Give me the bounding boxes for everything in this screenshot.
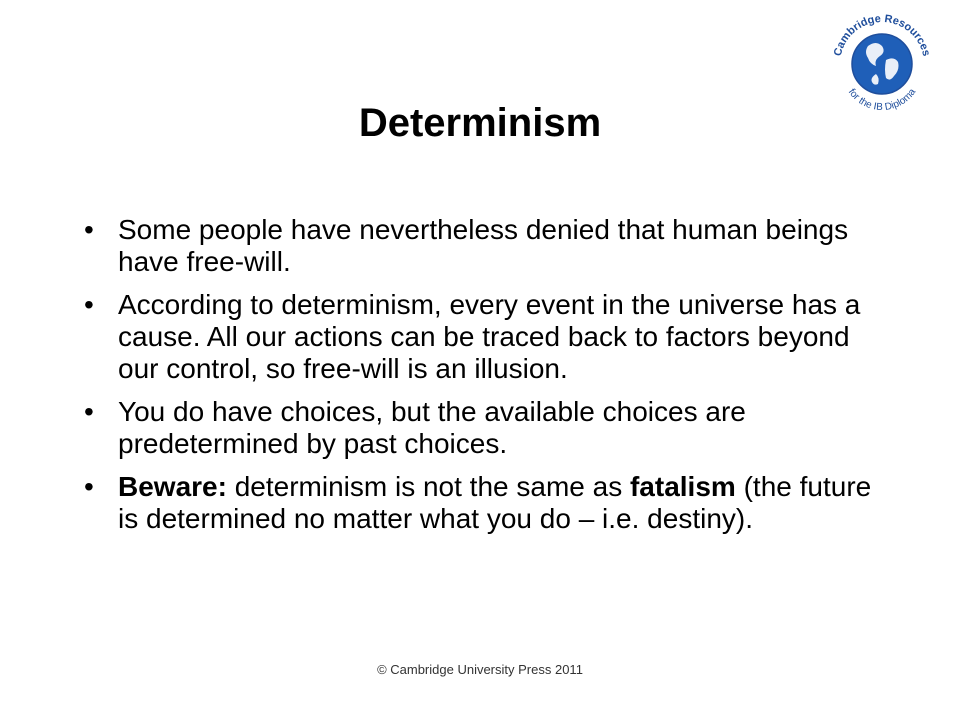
bullet-text: [118, 396, 746, 459]
logo-text-top: Cambridge Resources: [831, 12, 933, 58]
bullet-text-part: According to determinism, every event in the universe has a cause. All our actions can be traced back to factors beyond our control, so free-will is an illusion.: [118, 289, 861, 384]
bullet-item: [78, 214, 878, 278]
bullet-list: [78, 214, 878, 546]
bullet-marker: •: [84, 214, 94, 245]
bullet-marker: •: [84, 396, 94, 427]
bullet-text-part: You do have choices, but the available choices are predetermined by past choices.: [118, 396, 746, 459]
bullet-item: [78, 396, 878, 460]
bullet-marker: •: [84, 289, 94, 320]
bullet-marker: •: [84, 471, 94, 502]
slide-title: Determinism: [358, 101, 602, 145]
logo-text-bottom: for the IB Diploma: [845, 86, 919, 114]
bullet-item: [78, 289, 878, 385]
bullet-text: [118, 289, 860, 384]
bullet-text: [118, 214, 848, 277]
bullet-text-part: Some people have nevertheless denied that human beings have free-will.: [118, 214, 849, 277]
bullet-text-part: (the future is determined no matter what you do – i.e. destiny).: [118, 471, 872, 534]
bullet-text: [118, 471, 871, 534]
bullet-item: [78, 471, 878, 535]
bullet-text-bold-beware: Beware:: [118, 471, 227, 502]
copyright-footer: © Cambridge University Press 2011: [377, 662, 583, 677]
bullet-text-part: determinism is not the same as: [226, 471, 630, 502]
bullet-text-bold-fatalism: fatalism: [629, 471, 736, 502]
